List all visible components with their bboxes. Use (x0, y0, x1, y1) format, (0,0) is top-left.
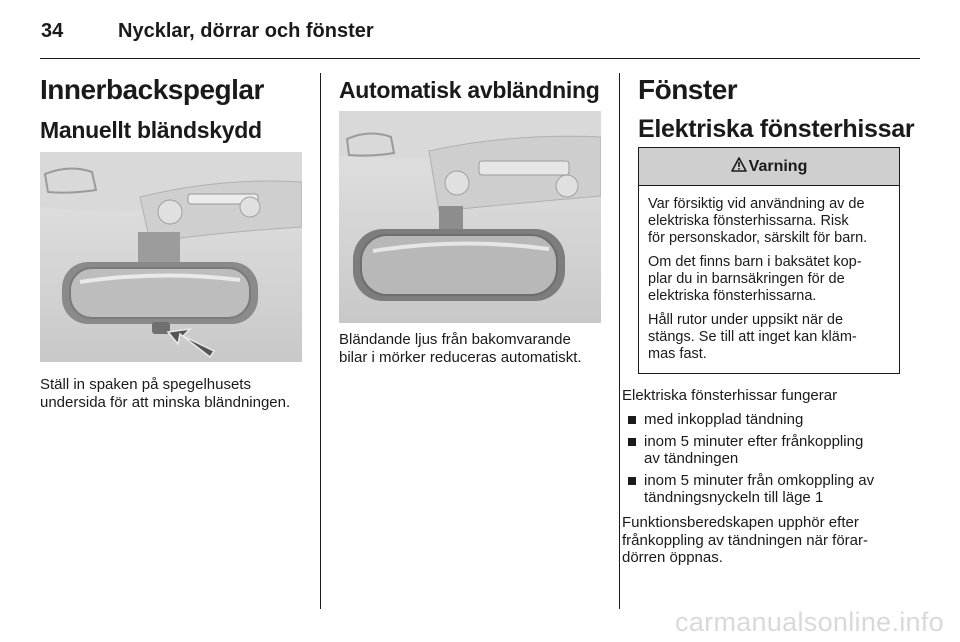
section-heading-windows: Fönster (638, 74, 738, 105)
power-windows-intro: Elektriska fönsterhissar fungerar (622, 387, 838, 404)
warning-box (638, 147, 900, 374)
column-divider-2 (619, 73, 620, 609)
warning-header (639, 148, 899, 186)
list-item: med inkopplad tändning (622, 411, 912, 429)
power-windows-conditions (622, 411, 912, 511)
chapter-title: Nycklar, dörrar och fönster (118, 20, 374, 42)
mirror-manual-photo (40, 152, 302, 362)
warning-paragraph-3: Håll rutor under uppsikt när de stängs. Se till att inget kan kläm- mas fast. (648, 312, 857, 362)
bullet-square-icon (628, 477, 636, 485)
section-heading-auto-dimming: Automatisk avbländning (339, 77, 600, 103)
mirror-auto-photo (339, 111, 601, 323)
section-heading-inner-mirrors: Innerbackspeglar (40, 74, 264, 105)
list-item: inom 5 minuter från omkoppling av tändningsnyckeln till läge 1 (622, 472, 912, 507)
power-windows-outro: Funktionsberedskapen upphör efter frånkoppling av tändningen när förar- dörren öppnas. (622, 514, 868, 566)
warning-title: Varning (748, 157, 808, 175)
warning-paragraph-1: Var försiktig vid användning av de elektriska fönsterhissarna. Risk för personskador, särskilt för barn. (648, 196, 868, 246)
column-divider-1 (320, 73, 321, 609)
auto-dimming-text: Bländande ljus från bakomvarande bilar i mörker reduceras automatiskt. (339, 331, 582, 366)
manual-antiglare-text: Ställ in spaken på spegelhusets undersida för att minska bländningen. (40, 376, 291, 411)
subheading-power-windows: Elektriska fönsterhissar (638, 115, 915, 143)
page-number: 34 (41, 20, 64, 42)
subheading-manual-antiglare: Manuellt bländskydd (40, 117, 262, 143)
bullet-square-icon (628, 438, 636, 446)
watermark: carmanualsonline.info (675, 607, 944, 637)
warning-body (639, 186, 899, 363)
bullet-square-icon (628, 416, 636, 424)
header-divider (40, 58, 920, 59)
list-item: inom 5 minuter efter frånkoppling av tändningen (622, 433, 912, 468)
warning-triangle-icon (731, 157, 747, 177)
warning-paragraph-2: Om det finns barn i baksätet kop- plar du in barnsäkringen för de elektriska fönsterhissarna. (648, 254, 862, 304)
